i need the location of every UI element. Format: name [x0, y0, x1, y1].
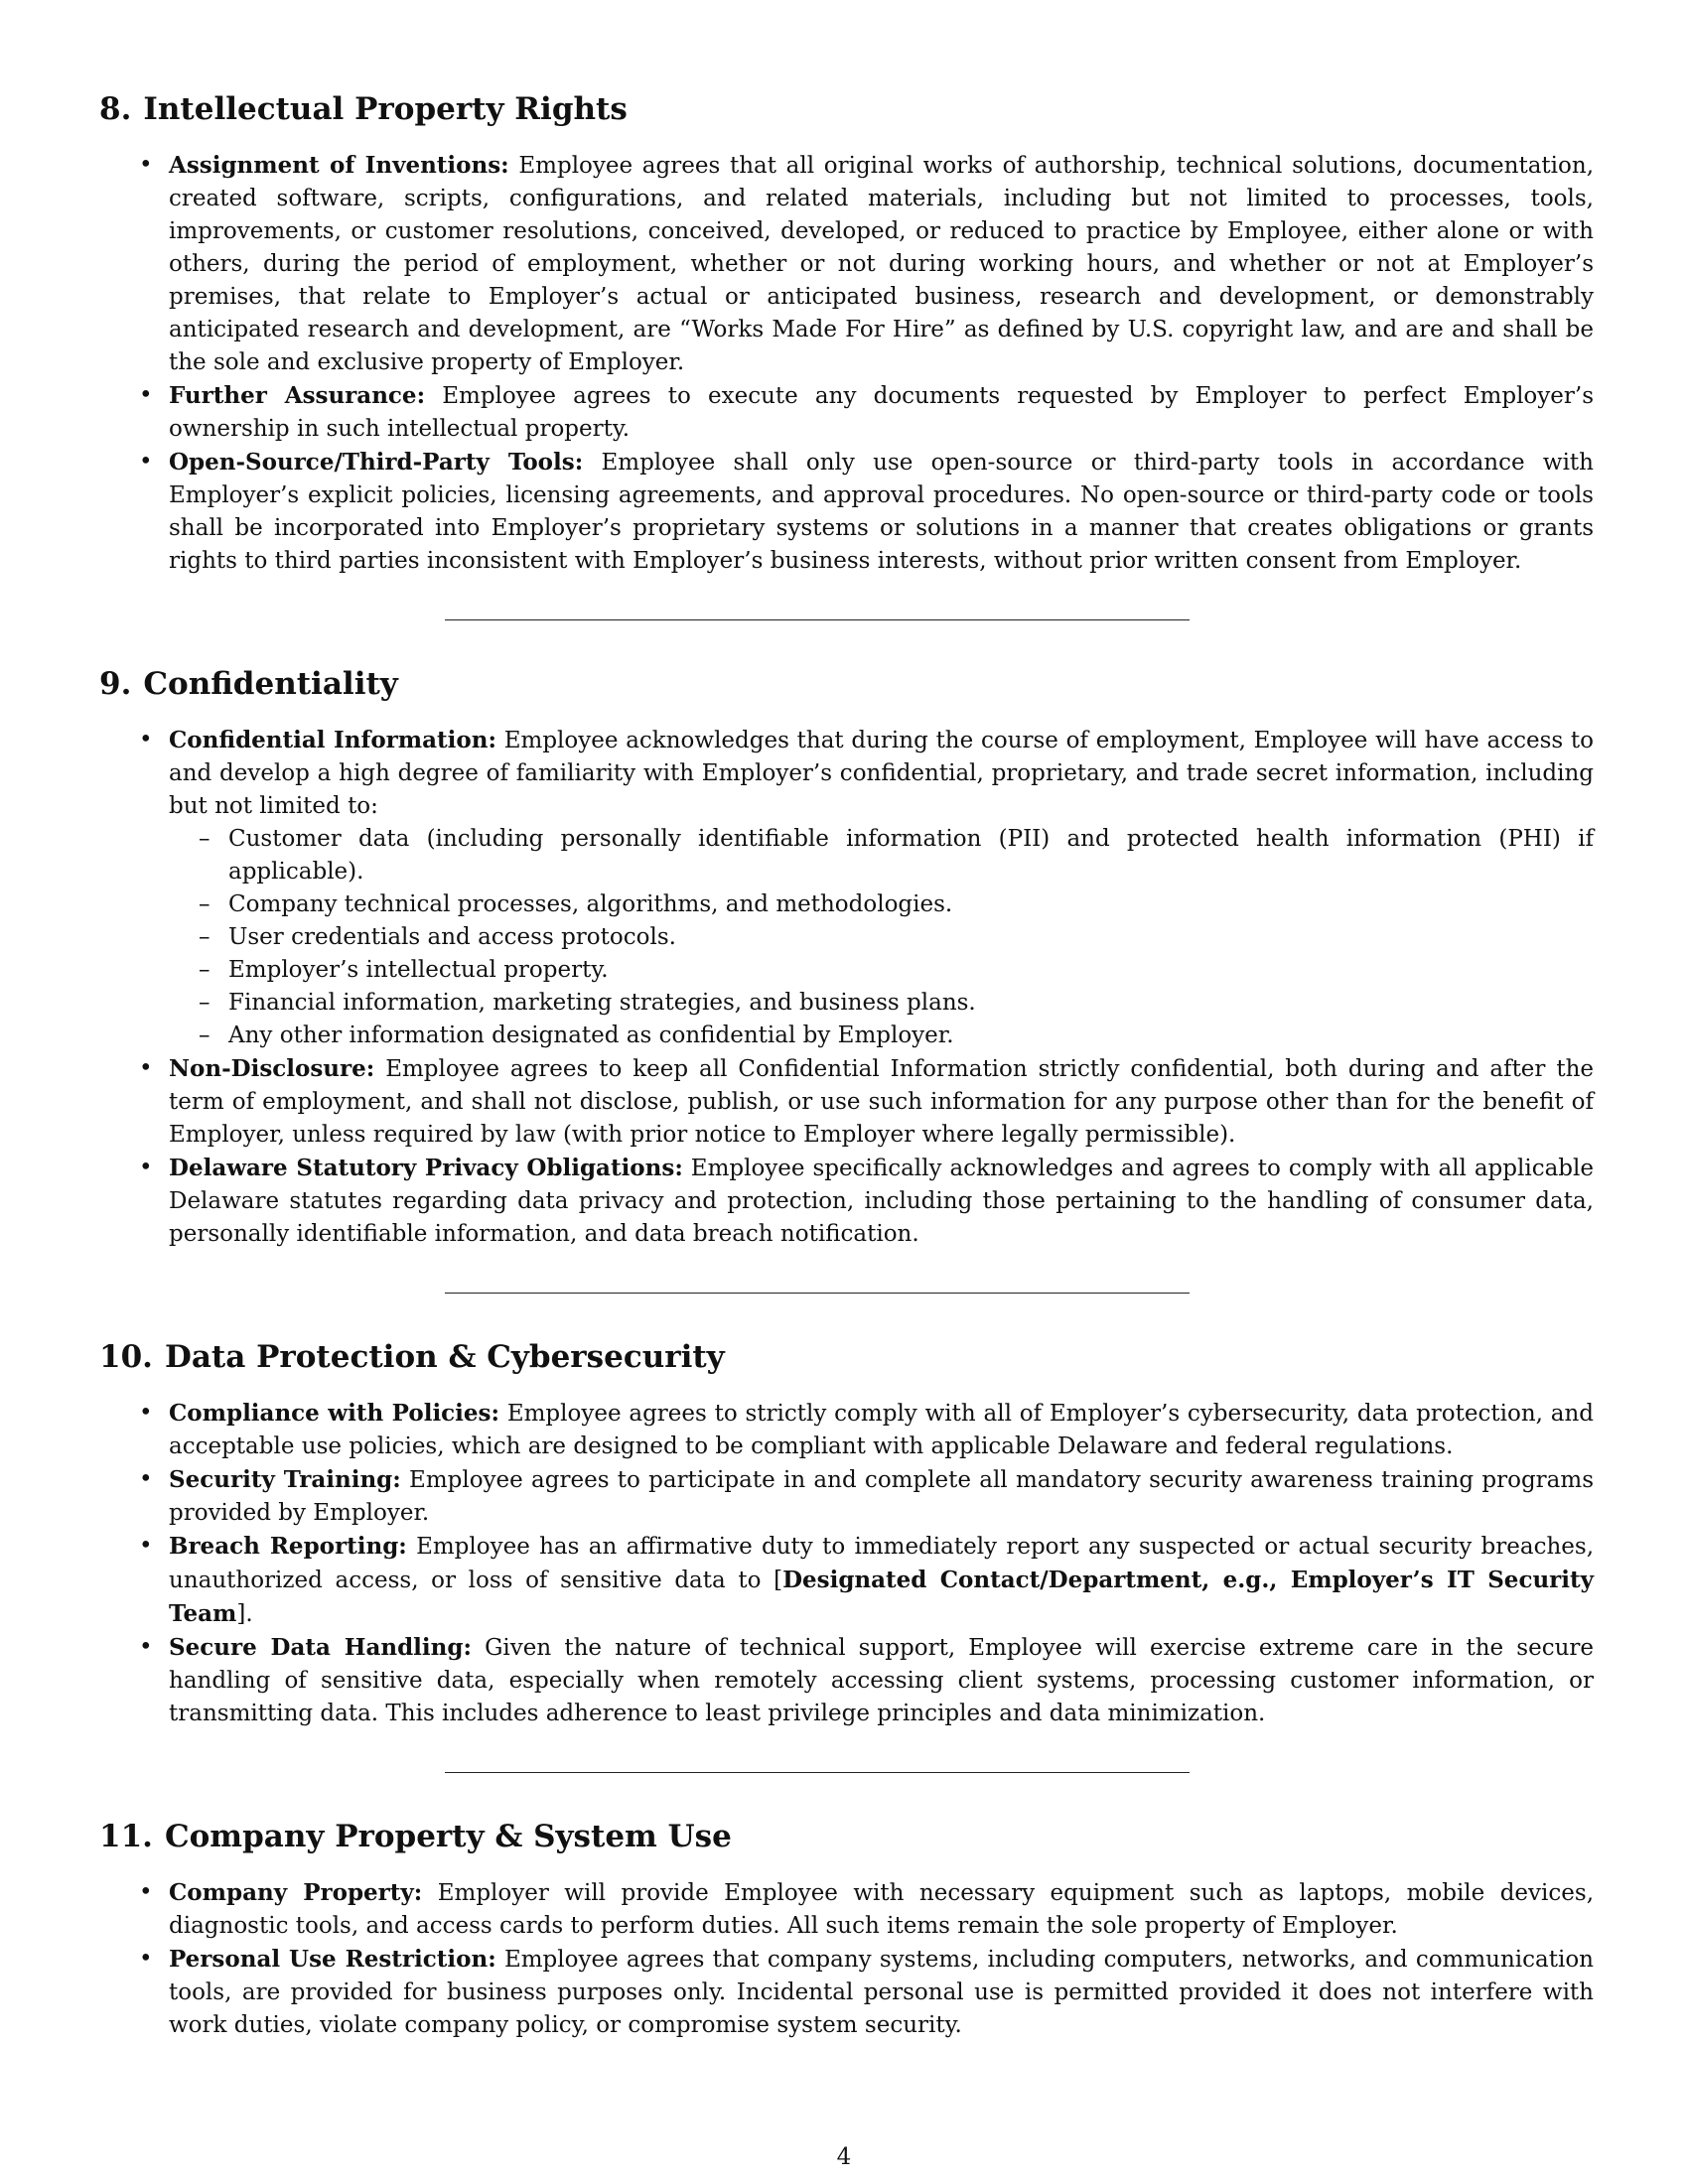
item-text: Employee shall only use open-source or third-party tools in accordance with Employer’s explicit policies, licensing agreements, and approval procedures. No open-source or third-party code or tools shall be incorporated into Employer’s proprietary systems or solutions in a manner that creates obligations or grants rights to third parties inconsistent with Employer’s business interests, without prior written consent from Employer.	[169, 450, 1594, 574]
section-heading: 8. Intellectual Property Rights	[99, 91, 628, 127]
item-text: Employee specifically acknowledges and agrees to comply with all applicable Delaware statutes regarding data privacy and protection, including those pertaining to the handling of consumer data, personally identifiable information, and data breach notification.	[169, 1156, 1594, 1247]
section-intellectual-property	[99, 89, 1594, 578]
section-item-list	[99, 724, 1594, 1251]
item-term: Assignment of Inventions:	[169, 152, 509, 179]
designated-contact-placeholder: Designated Contact/Department, e.g., Employer’s IT Security Team	[169, 1567, 1595, 1627]
section-item-list	[99, 1876, 1594, 2042]
section-confidentiality	[99, 664, 1594, 1251]
list-item	[99, 1530, 1594, 1631]
section-item-list	[99, 149, 1594, 578]
item-text: Given the nature of technical support, Employee will exercise extreme care in the secure handling of sensitive data, especially when remotely accessing client systems, processing customer information, or transmitting data. This includes adherence to least privilege principles and data minimization.	[169, 1635, 1595, 1726]
section-data-protection	[99, 1337, 1594, 1730]
item-term: Compliance with Policies:	[169, 1400, 499, 1427]
list-item	[99, 149, 1594, 379]
section-heading: 9. Confidentiality	[99, 666, 398, 702]
section-company-property	[99, 1817, 1594, 2042]
section-heading: 11. Company Property & System Use	[99, 1819, 732, 1854]
list-item	[99, 379, 1594, 446]
item-term: Further Assurance:	[169, 382, 426, 409]
section-divider	[445, 1293, 1190, 1294]
item-term: Personal Use Restriction:	[169, 1946, 496, 1973]
page-number: 4	[836, 2144, 852, 2170]
item-text: Employer will provide Employee with necessary equipment such as laptops, mobile devices, diagnostic tools, and access cards to perform duties. All such items remain the sole property of Employer.	[169, 1880, 1595, 1939]
item-term: Company Property:	[169, 1879, 423, 1906]
item-term: Confidential Information:	[169, 727, 496, 753]
list-item	[99, 724, 1594, 1052]
document-page	[99, 89, 1594, 2042]
list-item	[99, 446, 1594, 578]
item-text: Employee has an affirmative duty to immediately report any suspected or actual security breaches, unauthorized access, or loss of sensitive data to [	[169, 1534, 1595, 1593]
sub-list-item: – Company technical processes, algorithms, and methodologies.	[169, 888, 1594, 921]
item-text: Employee agrees to keep all Confidential Information strictly confidential, both during and after the term of employment, and shall not disclose, publish, or use such information for any purpose other than for the benefit of Employer, unless required by law (with prior notice to Employer where legally permissible).	[169, 1056, 1594, 1148]
item-term: Breach Reporting:	[169, 1533, 407, 1560]
list-item	[99, 1397, 1594, 1463]
sub-list	[169, 823, 1594, 1052]
section-item-list	[99, 1397, 1594, 1730]
section-heading: 10. Data Protection & Cybersecurity	[99, 1339, 725, 1375]
list-item	[99, 1631, 1594, 1730]
sub-list-item: – User credentials and access protocols.	[169, 921, 1594, 954]
list-item	[99, 1052, 1594, 1152]
item-term: Open-Source/Third-Party Tools:	[169, 449, 584, 476]
section-divider	[445, 619, 1190, 620]
list-item	[99, 1463, 1594, 1530]
list-item	[99, 1876, 1594, 1943]
sub-list-item: – Customer data (including personally identifiable information (PII) and protected health information (PHI) if applicable).	[169, 823, 1594, 888]
item-text: Employee agrees to execute any documents requested by Employer to perfect Employer’s ownership in such intellectual property.	[169, 383, 1594, 442]
sub-list-item: – Employer’s intellectual property.	[169, 954, 1594, 987]
item-text-after: ].	[236, 1601, 253, 1627]
sub-list-item: – Financial information, marketing strategies, and business plans.	[169, 987, 1594, 1020]
item-term: Delaware Statutory Privacy Obligations:	[169, 1155, 683, 1181]
item-term: Secure Data Handling:	[169, 1634, 472, 1661]
item-term: Non-Disclosure:	[169, 1055, 375, 1082]
section-divider	[445, 1772, 1190, 1773]
item-text: Employee agrees to strictly comply with all of Employer’s cybersecurity, data protection, and acceptable use policies, which are designed to be compliant with applicable Delaware and federal regulations.	[169, 1401, 1595, 1459]
item-text: Employee agrees to participate in and complete all mandatory security awareness training programs provided by Employer.	[169, 1467, 1595, 1526]
list-item	[99, 1152, 1594, 1251]
item-text: Employee agrees that company systems, including computers, networks, and communication tools, are provided for business purposes only. Incidental personal use is permitted provided it does not interfere with work duties, violate company policy, or compromise system security.	[169, 1947, 1594, 2038]
item-term: Security Training:	[169, 1466, 401, 1493]
item-text: Employee agrees that all original works of authorship, technical solutions, documentation, created software, scripts, configurations, and related materials, including but not limited to processes, tools, improvements, or customer resolutions, conceived, developed, or reduced to practice by Employee, either alone or with others, during the period of employment, whether or not during working hours, and whether or not at Employer’s premises, that relate to Employer’s actual or anticipated business, research and development, or demonstrably anticipated research and development, are “Works Made For Hire” as defined by U.S. copyright law, and are and shall be the sole and exclusive property of Employer.	[169, 153, 1595, 375]
sub-list-item: – Any other information designated as confidential by Employer.	[169, 1020, 1594, 1052]
list-item	[99, 1943, 1594, 2042]
item-text: Employee acknowledges that during the course of employment, Employee will have access to and develop a high degree of familiarity with Employer’s confidential, proprietary, and trade secret information, including but not limited to:	[169, 728, 1595, 819]
